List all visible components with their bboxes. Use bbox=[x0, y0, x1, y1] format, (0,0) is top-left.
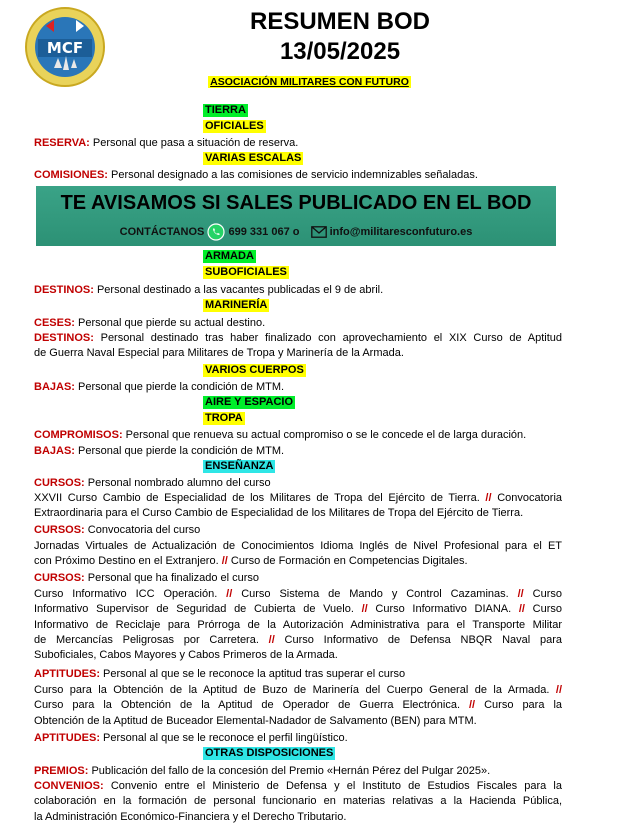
heading-oficiales: OFICIALES bbox=[205, 120, 264, 132]
banner-headline: TE AVISAMOS SI SALES PUBLICADO EN EL BOD bbox=[60, 192, 532, 214]
entry-aptitudes-linguistico: APTITUDES: Personal al que se le reconoce el perfil lingüístico. bbox=[34, 732, 348, 744]
aptitudes-curso-list: Curso para la Obtención de la Aptitud de Buzo de Marinería del Cuerpo General de la Armada. // Curso para la Obtención de la Aptitud de Operador de Guerra Electrónica. // Curso para la Obtención de la Aptitud de Buceador Elemental-Nadador de Salvamento (BEN) para MTM. bbox=[34, 684, 563, 727]
heading-armada: ARMADA bbox=[205, 250, 254, 262]
entry-convenios: CONVENIOS: Convenio entre el Ministerio de Defensa y el Instituto de Estudios Fiscales para la colaboración en la formación de personal funcionario en materias relativas a la Hacienda Pública, la Administración Económico-Financiera y el Derecho Tributario. bbox=[34, 780, 562, 823]
entry-reserva: RESERVA: Personal que pasa a situación de reserva. bbox=[34, 137, 299, 149]
heading-varios-cuerpos: VARIOS CUERPOS bbox=[205, 364, 304, 376]
entry-destinos: DESTINOS: Personal destinado a las vacantes publicadas el 9 de abril. bbox=[34, 284, 384, 296]
heading-varias-escalas: VARIAS ESCALAS bbox=[205, 152, 302, 164]
entry-premios: PREMIOS: Publicación del fallo de la concesión del Premio «Hernán Pérez del Pulgar 2025». bbox=[34, 765, 491, 777]
logo-text: MCF bbox=[46, 39, 84, 57]
whatsapp-icon bbox=[207, 223, 225, 241]
cursos-alumnos-list: XXVII Curso Cambio de Especialidad de los Militares de Tropa del Ejército de Tierra. // Convocatoria Extraordinaria para el Curso Cambio de Especialidad de los Militares de Tropa del Ejército de Tierra. bbox=[34, 492, 563, 520]
banner-contact: CONTÁCTANOS 699 331 067 o info@militaresconfuturo.es bbox=[36, 223, 556, 241]
heading-otras-disposiciones: OTRAS DISPOSICIONES bbox=[205, 747, 334, 759]
heading-marineria: MARINERÍA bbox=[205, 299, 268, 311]
entry-bajas-tropa: BAJAS: Personal que pierde la condición de MTM. bbox=[34, 445, 285, 457]
association-name: ASOCIACIÓN MILITARES CON FUTURO bbox=[210, 76, 409, 88]
cursos-convocatoria-list: Jornadas Virtuales de Actualización de Conocimientos Idioma Inglés de Nivel Profesional para el ET con Próximo Destino en el Extranjero. // Curso de Formación en Competencias Digitales. bbox=[34, 540, 562, 568]
publication-alert-banner bbox=[36, 186, 556, 246]
entry-comisiones: COMISIONES: Personal designado a las comisiones de servicio indemnizables señaladas. bbox=[34, 169, 478, 181]
entry-bajas: BAJAS: Personal que pierde la condición de MTM. bbox=[34, 381, 285, 393]
heading-tropa: TROPA bbox=[205, 412, 243, 424]
heading-tierra: TIERRA bbox=[205, 104, 246, 116]
contact-email[interactable]: info@militaresconfuturo.es bbox=[329, 225, 473, 238]
cursos-finalizado-list: Curso Informativo ICC Operación. // Curso Sistema de Mando y Control Cazaminas. // Curso Informativo Supervisor de Seguridad de Cubierta de Vuelo. // Curso Informativo DIANA. // Curso Informativo de Reciclaje para Prórroga de la Autorización Administrativa para el Transporte Militar de Mercancías Peligrosas por Carretera. // Curso Informativo de Defensa NBQR Naval para Suboficiales, Cabos Mayores y Cabos Primeros de la Armada. bbox=[34, 588, 563, 662]
entry-cursos-alumnos: CURSOS: Personal nombrado alumno del curso bbox=[34, 477, 271, 489]
entry-ceses: CESES: Personal que pierde su actual destino. bbox=[34, 317, 266, 329]
heading-aire-espacio: AIRE Y ESPACIO bbox=[205, 396, 294, 408]
entry-cursos-convocatoria: CURSOS: Convocatoria del curso bbox=[34, 524, 201, 536]
heading-ensenanza: ENSEÑANZA bbox=[205, 460, 274, 472]
entry-aptitudes-curso: APTITUDES: Personal al que se le reconoce la aptitud tras superar el curso bbox=[34, 668, 406, 680]
entry-compromisos: COMPROMISOS: Personal que renueva su actual compromiso o se le concede el de larga duración. bbox=[34, 429, 527, 441]
entry-destinos-marineria: DESTINOS: Personal destinado tras haber finalizado con aprovechamiento el XIX Curso de Aptitud de Guerra Naval Especial para Militares de Tropa y Marinería de la Armada. bbox=[34, 332, 562, 360]
bod-date: 13/05/2025 bbox=[279, 38, 401, 65]
page-title: RESUMEN BOD bbox=[249, 8, 430, 35]
mail-icon bbox=[311, 226, 327, 238]
entry-cursos-finalizado: CURSOS: Personal que ha finalizado el curso bbox=[34, 572, 260, 584]
contact-phone[interactable]: 699 331 067 o bbox=[228, 225, 300, 238]
heading-suboficiales: SUBOFICIALES bbox=[205, 266, 287, 278]
